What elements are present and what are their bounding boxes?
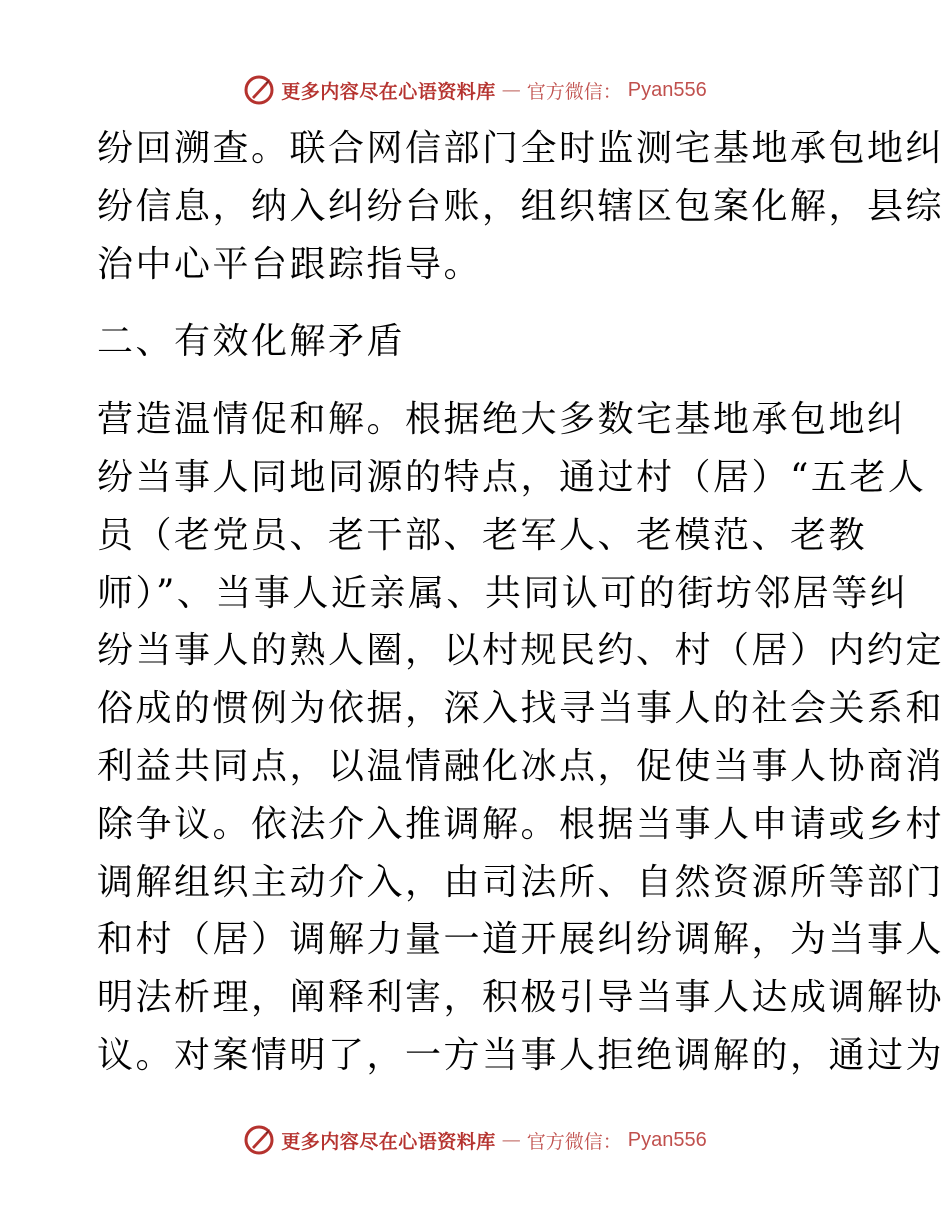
text-line: 员（老党员、老干部、老军人、老模范、老教 xyxy=(97,514,868,556)
banner-brand-text: 更多内容尽在心语资料库 xyxy=(281,1130,496,1153)
text-line: 俗成的惯例为依据，深入找寻当事人的社会关系和 xyxy=(97,688,945,730)
quill-logo-icon xyxy=(243,74,275,106)
text-line: 师）”、当事人近亲属、共同认可的街坊邻居等纠 xyxy=(97,572,909,614)
text-line: 纷当事人同地同源的特点，通过村（居）“五老人 xyxy=(97,456,927,498)
footer-banner xyxy=(0,1120,950,1160)
header-banner xyxy=(0,70,950,110)
text-line: 议。对案情明了，一方当事人拒绝调解的，通过为 xyxy=(97,1034,945,1076)
text-line: 和村（居）调解力量一道开展纠纷调解，为当事人 xyxy=(97,919,945,961)
text-line: 纷回溯查。联合网信部门全时监测宅基地承包地纠 xyxy=(97,128,945,169)
quill-logo-icon xyxy=(243,1124,275,1156)
section-heading: 二、有效化解矛盾 xyxy=(97,321,406,363)
banner-brand-text: 更多内容尽在心语资料库 xyxy=(281,80,496,103)
text-line: 营造温情促和解。根据绝大多数宅基地承包地纠 xyxy=(97,399,906,441)
text-line: 治中心平台跟踪指导。 xyxy=(97,243,483,285)
paragraph-1 xyxy=(97,120,945,293)
paragraph-2 xyxy=(97,391,945,1085)
text-line: 利益共同点，以温情融化冰点，促使当事人协商消 xyxy=(97,745,945,787)
document-body xyxy=(97,120,945,1085)
banner-official-label: 官方微信： xyxy=(526,1130,622,1153)
text-line: 除争议。依法介入推调解。根据当事人申请或乡村 xyxy=(97,803,945,845)
text-line: 明法析理，阐释利害，积极引导当事人达成调解协 xyxy=(97,977,945,1019)
banner-wechat-id: Pyan556 xyxy=(627,78,707,101)
text-line: 纷信息，纳入纠纷台账，组织辖区包案化解，县综 xyxy=(97,185,945,227)
banner-separator: — xyxy=(501,79,521,101)
banner-separator: — xyxy=(501,1129,521,1151)
text-line: 纷当事人的熟人圈，以村规民约、村（居）内约定 xyxy=(97,630,945,672)
banner-wechat-id: Pyan556 xyxy=(627,1128,707,1151)
banner-official-label: 官方微信： xyxy=(526,80,622,103)
text-line: 调解组织主动介入，由司法所、自然资源所等部门 xyxy=(97,861,945,903)
